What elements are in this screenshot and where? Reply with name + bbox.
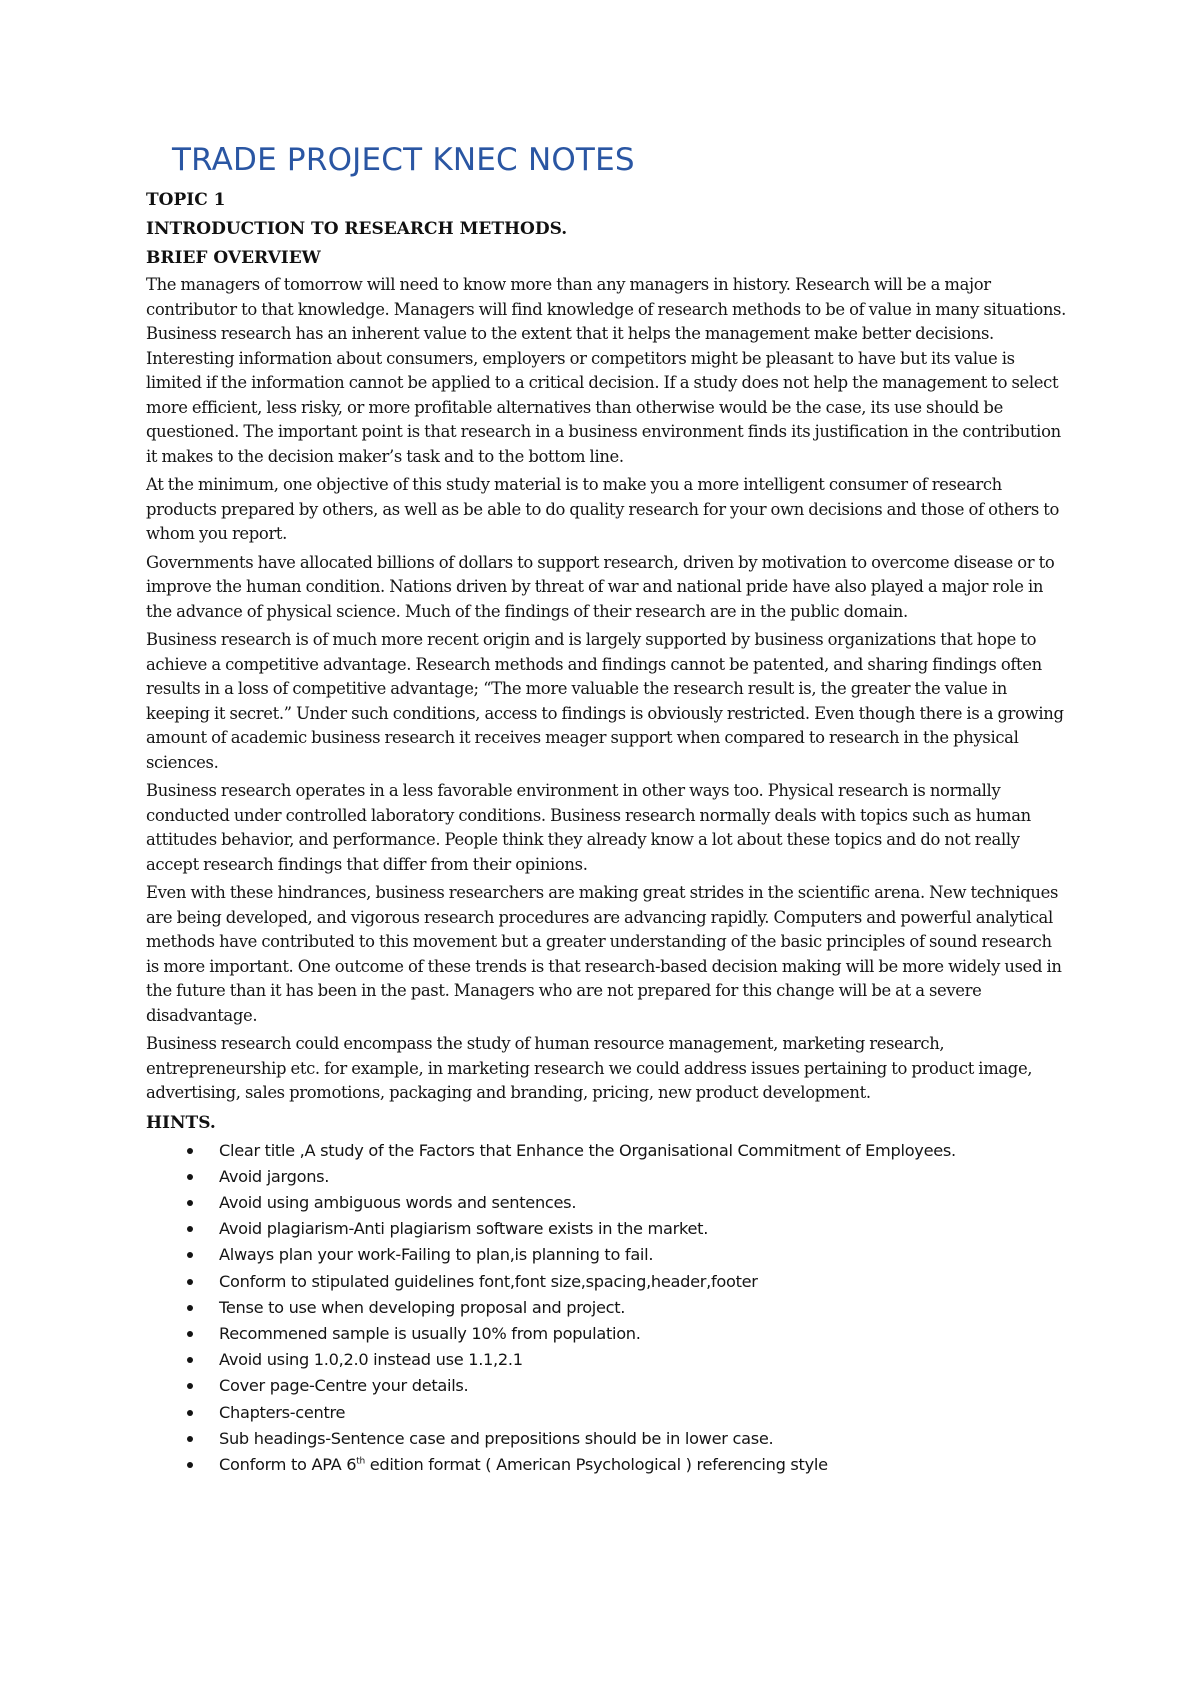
hint-text: Clear title ,A study of the Factors that Enhance the Organisational Commitment of Employees. <box>219 1140 956 1160</box>
hint-superscript: th <box>356 1456 365 1467</box>
paragraph: Even with these hindrances, business researchers are making great strides in the scientific arena. New techniques are being developed, and vigorous research procedures are advancing rapidly. Computers and powerful analytical methods have contributed to this movement but a greater understanding of the basic principles of sound research is more important. One outcome of these trends is that research-based decision making will be more widely used in the future than it has been in the past. Managers who are not prepared for this change will be at a severe disadvantage. <box>146 883 1062 1025</box>
document-title: TRADE PROJECT KNEC NOTES <box>172 142 635 178</box>
hint-text: Chapters-centre <box>219 1402 346 1422</box>
topic-title: INTRODUCTION TO RESEARCH METHODS. <box>146 219 568 239</box>
list-item <box>146 1373 1066 1399</box>
hint-text-end: edition format ( American Psychological ) referencing style <box>364 1454 828 1474</box>
hint-text: Avoid plagiarism-Anti plagiarism software exists in the market. <box>219 1219 709 1239</box>
bullet-icon <box>187 1305 193 1311</box>
paragraph: At the minimum, one objective of this study material is to make you a more intelligent consumer of research products prepared by others, as well as be able to do quality research for your own decisions and those of others to whom you report. <box>146 475 1060 543</box>
paragraph: Business research operates in a less favorable environment in other ways too. Physical research is normally conducted under controlled laboratory conditions. Business research normally deals with topics such as human attitudes behavior, and performance. People think they already know a lot about these topics and do not really accept research findings that differ from their opinions. <box>146 781 1031 874</box>
bullet-icon <box>187 1200 193 1206</box>
topic-label: TOPIC 1 <box>146 190 226 210</box>
list-item <box>146 1242 1066 1268</box>
bullet-icon <box>187 1279 193 1285</box>
list-item <box>146 1269 1066 1295</box>
bullet-icon <box>187 1462 193 1468</box>
paragraph: Business research could encompass the study of human resource management, marketing research, entrepreneurship etc. for example, in marketing research we could address issues pertaining to product image, advertising, sales promotions, packaging and branding, pricing, new product development. <box>146 1034 1033 1102</box>
list-item <box>146 1347 1066 1373</box>
hint-text: Recommened sample is usually 10% from population. <box>219 1323 641 1343</box>
section-heading: BRIEF OVERVIEW <box>146 248 321 268</box>
hint-text-start: Conform to APA 6 <box>219 1454 357 1474</box>
hints-list <box>146 1138 1066 1479</box>
hints-heading: HINTS. <box>146 1112 216 1133</box>
hint-text: Avoid using 1.0,2.0 instead use 1.1,2.1 <box>219 1350 523 1370</box>
bullet-icon <box>187 1331 193 1337</box>
bullet-icon <box>187 1174 193 1180</box>
paragraph: Business research is of much more recent origin and is largely supported by business organizations that hope to achieve a competitive advantage. Research methods and findings cannot be patented, and sharing findings often results in a loss of competitive advantage; “The more valuable the research result is, the greater the value in keeping it secret.” Under such conditions, access to findings is obviously restricted. Even though there is a growing amount of academic business research it receives meager support when compared to research in the physical sciences. <box>146 630 1064 772</box>
hint-text: Tense to use when developing proposal and project. <box>219 1297 626 1317</box>
list-item <box>146 1426 1066 1452</box>
list-item <box>146 1216 1066 1242</box>
list-item <box>146 1164 1066 1190</box>
list-item <box>146 1295 1066 1321</box>
bullet-icon <box>187 1410 193 1416</box>
list-item <box>146 1452 1066 1478</box>
list-item <box>146 1400 1066 1426</box>
bullet-icon <box>187 1148 193 1154</box>
list-item <box>146 1190 1066 1216</box>
bullet-icon <box>187 1436 193 1442</box>
hint-text: Sub headings-Sentence case and prepositions should be in lower case. <box>219 1428 774 1448</box>
bullet-icon <box>187 1226 193 1232</box>
hint-text: Always plan your work-Failing to plan,is planning to fail. <box>219 1245 654 1265</box>
list-item <box>146 1321 1066 1347</box>
hint-text: Cover page-Centre your details. <box>219 1376 469 1396</box>
bullet-icon <box>187 1383 193 1389</box>
paragraph: Governments have allocated billions of dollars to support research, driven by motivation to overcome disease or to improve the human condition. Nations driven by threat of war and national pride have also played a major role in the advance of physical science. Much of the findings of their research are in the public domain. <box>146 552 1055 621</box>
list-item <box>146 1138 1066 1164</box>
bullet-icon <box>187 1252 193 1258</box>
hint-text: Conform to stipulated guidelines font,font size,spacing,header,footer <box>219 1271 758 1291</box>
hint-text: Avoid jargons. <box>219 1166 330 1186</box>
document-body <box>146 138 1066 1478</box>
bullet-icon <box>187 1357 193 1363</box>
hint-text: Avoid using ambiguous words and sentences. <box>219 1192 577 1212</box>
paragraph: The managers of tomorrow will need to know more than any managers in history. Research will be a major contributor to that knowledge. Managers will find knowledge of research methods to be of value in many situations. Business research has an inherent value to the extent that it helps the management make better decisions. Interesting information about consumers, employers or competitors might be pleasant to have but its value is limited if the information cannot be applied to a critical decision. If a study does not help the management to select more efficient, less risky, or more profitable alternatives than otherwise would be the case, its use should be questioned. The important point is that research in a business environment finds its justification in the contribution it makes to the decision maker’s task and to the bottom line. <box>146 275 1066 466</box>
